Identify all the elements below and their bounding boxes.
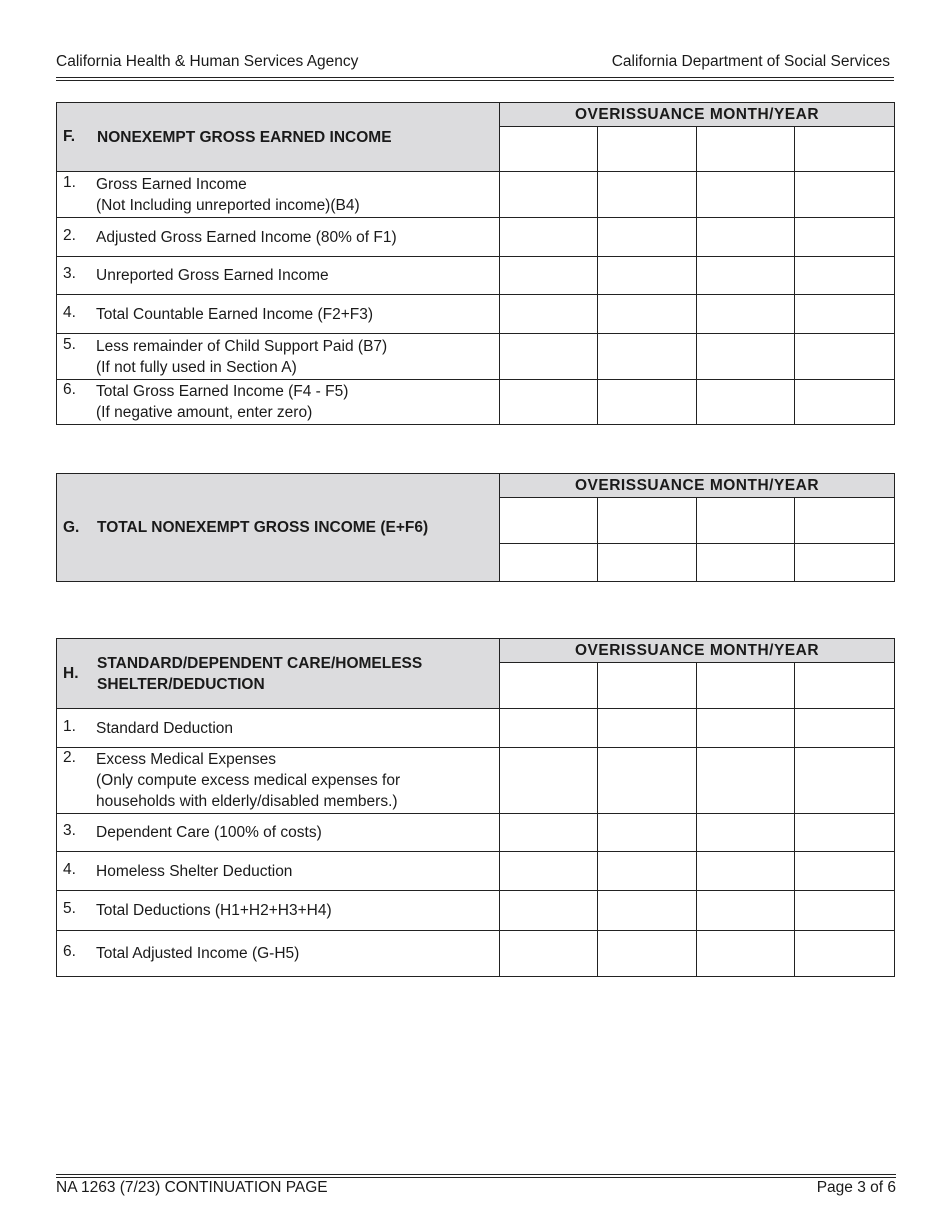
h6-entry-cell[interactable]	[598, 931, 697, 977]
overissuance-header-g: OVERISSUANCE MONTH/YEAR	[500, 474, 895, 498]
f-item-1: 1. Gross Earned Income (Not Including unreported income)(B4)	[57, 172, 500, 218]
section-f-heading	[57, 103, 500, 172]
h-month-cell[interactable]	[697, 663, 795, 709]
section-h-table	[56, 638, 895, 977]
section-f-table	[56, 102, 895, 425]
department-name: California Department of Social Services	[611, 53, 890, 70]
h1-entry-cell[interactable]	[697, 709, 795, 748]
overissuance-header-h: OVERISSUANCE MONTH/YEAR	[500, 639, 895, 663]
g-month-cell[interactable]	[795, 498, 895, 544]
f1-entry-cell[interactable]	[697, 172, 795, 218]
g-entry-cell[interactable]	[795, 544, 895, 582]
h6-entry-cell[interactable]	[697, 931, 795, 977]
f4-entry-cell[interactable]	[697, 295, 795, 334]
h-item-6: 6. Total Adjusted Income (G-H5)	[57, 931, 500, 977]
page-number: Page 3 of 6	[816, 1179, 896, 1196]
f-item-2: 2. Adjusted Gross Earned Income (80% of F1)	[57, 218, 500, 257]
table-row	[57, 257, 895, 295]
h1-entry-cell[interactable]	[500, 709, 598, 748]
g-entry-cell[interactable]	[500, 544, 598, 582]
f5-entry-cell[interactable]	[500, 334, 598, 380]
h5-entry-cell[interactable]	[598, 891, 697, 931]
f6-entry-cell[interactable]	[795, 380, 895, 425]
h3-entry-cell[interactable]	[795, 814, 895, 852]
h-item-4: 4. Homeless Shelter Deduction	[57, 852, 500, 891]
section-g-heading	[57, 474, 500, 582]
h3-entry-cell[interactable]	[500, 814, 598, 852]
h-item-1: 1. Standard Deduction	[57, 709, 500, 748]
f2-entry-cell[interactable]	[697, 218, 795, 257]
table-row	[57, 814, 895, 852]
overissuance-header-f: OVERISSUANCE MONTH/YEAR	[500, 103, 895, 127]
h1-entry-cell[interactable]	[795, 709, 895, 748]
f-month-cell[interactable]	[697, 127, 795, 172]
f3-entry-cell[interactable]	[598, 257, 697, 295]
table-row	[57, 218, 895, 257]
table-row	[57, 295, 895, 334]
f5-entry-cell[interactable]	[697, 334, 795, 380]
h2-entry-cell[interactable]	[598, 748, 697, 814]
f-item-5: 5. Less remainder of Child Support Paid (B7) (If not fully used in Section A)	[57, 334, 500, 380]
table-row	[57, 852, 895, 891]
h4-entry-cell[interactable]	[795, 852, 895, 891]
h4-entry-cell[interactable]	[598, 852, 697, 891]
h5-entry-cell[interactable]	[500, 891, 598, 931]
h-month-cell[interactable]	[500, 663, 598, 709]
f3-entry-cell[interactable]	[697, 257, 795, 295]
f6-entry-cell[interactable]	[598, 380, 697, 425]
h5-entry-cell[interactable]	[795, 891, 895, 931]
g-month-cell[interactable]	[500, 498, 598, 544]
f3-entry-cell[interactable]	[795, 257, 895, 295]
h4-entry-cell[interactable]	[697, 852, 795, 891]
table-row	[57, 931, 895, 977]
h2-entry-cell[interactable]	[795, 748, 895, 814]
g-month-cell[interactable]	[697, 498, 795, 544]
h2-entry-cell[interactable]	[500, 748, 598, 814]
f2-entry-cell[interactable]	[598, 218, 697, 257]
f4-entry-cell[interactable]	[500, 295, 598, 334]
section-g-letter: G.	[63, 518, 80, 536]
section-h-title: STANDARD/DEPENDENT CARE/HOMELESS SHELTER/DEDUCTION	[97, 654, 423, 693]
section-h-letter: H.	[63, 664, 79, 682]
h-item-2: 2. Excess Medical Expenses (Only compute excess medical expenses for households with elderly/disabled members.)	[57, 748, 500, 814]
section-f-title: NONEXEMPT GROSS EARNED INCOME	[97, 128, 392, 146]
f-month-cell[interactable]	[598, 127, 697, 172]
agency-name: California Health & Human Services Agency	[56, 53, 359, 70]
h3-entry-cell[interactable]	[598, 814, 697, 852]
f4-entry-cell[interactable]	[598, 295, 697, 334]
h4-entry-cell[interactable]	[500, 852, 598, 891]
f-month-cell[interactable]	[795, 127, 895, 172]
form-number: NA 1263 (7/23) CONTINUATION PAGE	[56, 1179, 328, 1196]
f5-entry-cell[interactable]	[598, 334, 697, 380]
f6-entry-cell[interactable]	[500, 380, 598, 425]
h6-entry-cell[interactable]	[795, 931, 895, 977]
h-item-5: 5. Total Deductions (H1+H2+H3+H4)	[57, 891, 500, 931]
h-month-cell[interactable]	[795, 663, 895, 709]
f-item-6: 6. Total Gross Earned Income (F4 - F5) (If negative amount, enter zero)	[57, 380, 500, 425]
section-h-heading	[57, 639, 500, 709]
footer-divider	[56, 1174, 896, 1175]
f6-entry-cell[interactable]	[697, 380, 795, 425]
table-row	[57, 380, 895, 425]
table-row	[57, 891, 895, 931]
f2-entry-cell[interactable]	[795, 218, 895, 257]
header-divider	[56, 77, 894, 78]
h-month-cell[interactable]	[598, 663, 697, 709]
h-item-3: 3. Dependent Care (100% of costs)	[57, 814, 500, 852]
table-row	[57, 709, 895, 748]
section-f-letter: F.	[63, 128, 76, 145]
f2-entry-cell[interactable]	[500, 218, 598, 257]
section-g-title: TOTAL NONEXEMPT GROSS INCOME (E+F6)	[97, 519, 429, 536]
h3-entry-cell[interactable]	[697, 814, 795, 852]
f-month-cell[interactable]	[500, 127, 598, 172]
g-entry-cell[interactable]	[598, 544, 697, 582]
f1-entry-cell[interactable]	[500, 172, 598, 218]
f3-entry-cell[interactable]	[500, 257, 598, 295]
h1-entry-cell[interactable]	[598, 709, 697, 748]
h5-entry-cell[interactable]	[697, 891, 795, 931]
header-divider-double	[56, 80, 894, 81]
section-g-table	[56, 473, 895, 582]
f-item-3: 3. Unreported Gross Earned Income	[57, 257, 500, 295]
f-item-4: 4. Total Countable Earned Income (F2+F3)	[57, 295, 500, 334]
g-month-cell[interactable]	[598, 498, 697, 544]
g-entry-cell[interactable]	[697, 544, 795, 582]
f1-entry-cell[interactable]	[598, 172, 697, 218]
f5-entry-cell[interactable]	[795, 334, 895, 380]
footer-divider-double	[56, 1177, 896, 1178]
table-row	[57, 172, 895, 218]
f4-entry-cell[interactable]	[795, 295, 895, 334]
f1-entry-cell[interactable]	[795, 172, 895, 218]
h6-entry-cell[interactable]	[500, 931, 598, 977]
table-row	[57, 334, 895, 380]
h2-entry-cell[interactable]	[697, 748, 795, 814]
table-row	[57, 748, 895, 814]
